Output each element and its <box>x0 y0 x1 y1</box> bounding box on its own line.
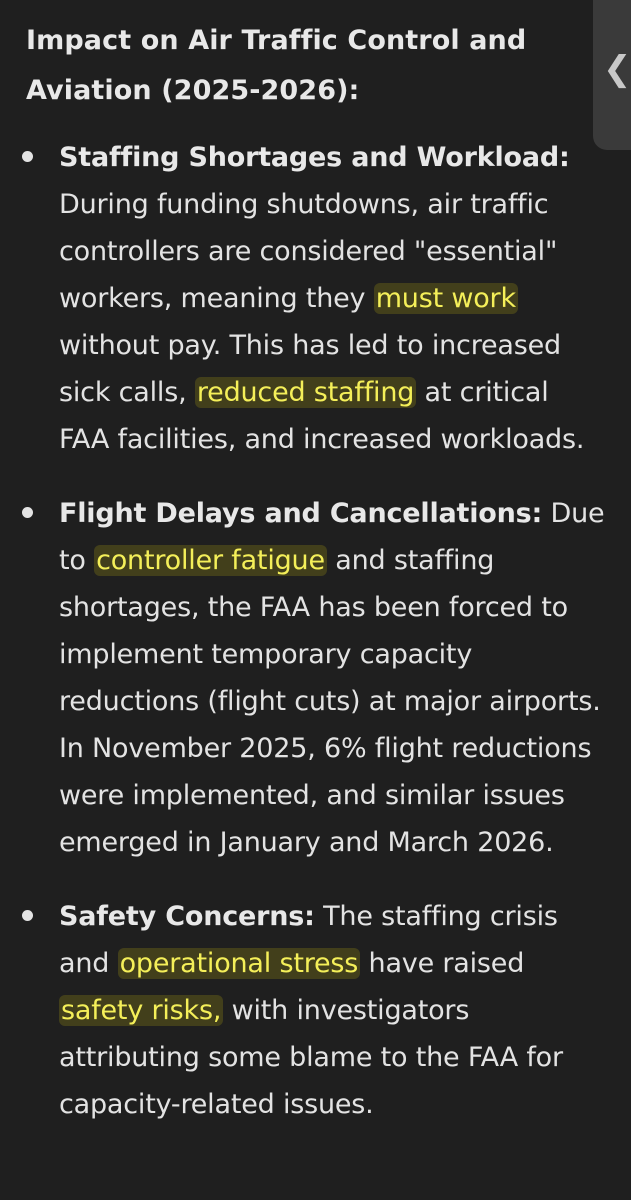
item-body <box>59 189 584 455</box>
section-heading: Impact on Air Traffic Control and Aviation (2025-2026): <box>26 25 527 106</box>
item-body <box>59 498 604 858</box>
body-text: without pay. This has led to increased sick calls, <box>59 330 561 408</box>
body-text: and staffing shortages, the FAA has been forced to implement temporary capacity reductions (flight cuts) at major airports. In November 2025, 6% flight reductions were implemented, and similar issues emerged in January and March 2026. <box>59 545 601 858</box>
body-text: with investigators attributing some blame to the FAA for capacity-related issues. <box>59 995 563 1120</box>
list-item-staffing <box>0 134 631 463</box>
bullet-icon <box>22 151 33 162</box>
item-body <box>59 901 563 1120</box>
bullet-icon <box>22 507 33 518</box>
body-text: During funding shutdowns, air traffic controllers are considered "essential" workers, meaning they <box>59 189 558 314</box>
body-text: Due to <box>59 498 605 576</box>
highlighted-text: must work <box>375 283 516 314</box>
body-text: The staffing crisis and <box>59 901 558 979</box>
item-label: Safety Concerns: <box>59 901 315 932</box>
list-item-delays <box>0 490 631 866</box>
list-item-safety <box>0 893 631 1128</box>
side-panel-tab[interactable] <box>593 0 631 150</box>
highlighted-text: controller fatigue <box>96 545 325 576</box>
highlighted-text: reduced staffing <box>196 377 415 408</box>
impact-list <box>0 134 631 1128</box>
body-text: have raised <box>360 948 525 979</box>
item-label: Staffing Shortages and Workload: <box>59 142 570 173</box>
chevron-left-icon[interactable]: ❮ <box>603 49 631 89</box>
bullet-icon <box>22 910 33 921</box>
highlighted-text: safety risks, <box>61 995 222 1026</box>
item-label: Flight Delays and Cancellations: <box>59 498 543 529</box>
body-text: at critical FAA facilities, and increased workloads. <box>59 377 585 455</box>
highlighted-text: operational stress <box>119 948 359 979</box>
